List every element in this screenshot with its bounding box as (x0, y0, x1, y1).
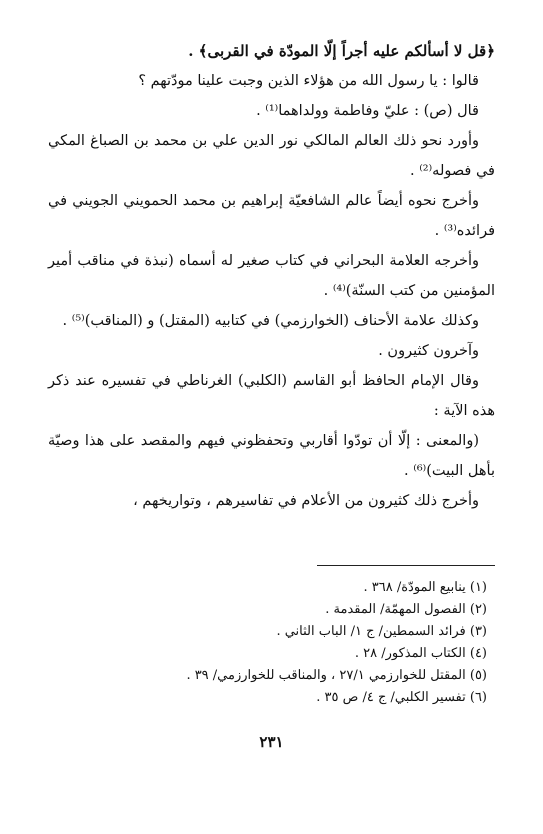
paragraph-kalbi: وقال الإمام الحافظ أبو القاسم (الكلبي) الغرناطي في تفسيره عند ذكر هذه الآية : (48, 373, 495, 419)
paragraph-closing: وأخرج ذلك كثيرون من الأعلام في تفاسيرهم ، وتواريخهم ، (133, 493, 479, 509)
paragraph-khwarazmi: وكذلك علامة الأحناف (الخوارزمي) في كتابيه (المقتل) و (المناقب)⁽⁵⁾ . (62, 313, 479, 329)
footnote-5: (٥) المقتل للخوارزمي ٢٧/١ ، والمناقب للخوارزمي/ ٣٩ . (186, 668, 487, 683)
footnote-1: (١) ينابيع المودّة/ ٣٦٨ . (363, 580, 487, 595)
paragraph-question: قالوا : يا رسول الله من هؤلاء الذين وجبت علينا مودّتهم ؟ (138, 73, 479, 89)
paragraph-maliki: وأورد نحو ذلك العالم المالكي نور الدين علي بن محمد بن الصباغ المكي في فصوله⁽²⁾ . (48, 133, 495, 179)
footnote-3: (٣) فرائد السمطين/ ج ١/ الباب الثاني . (276, 624, 487, 639)
footnote-6: (٦) تفسير الكلبي/ ج ٤/ ص ٣٥ . (316, 690, 487, 705)
footnotes (60, 577, 487, 709)
paragraph-quote: (والمعنى : إلّا أن تودّوا أقاربي وتحفظوني فيهم والمقصد على هذا وصيّة بأهل البيت)⁽⁶⁾ . (48, 433, 495, 479)
main-text (48, 36, 495, 516)
quran-verse-heading: ﴿قل لا أسألكم عليه أجراً إلّا المودّة في القربى﴾ . (188, 42, 495, 60)
footnote-2: (٢) الفصول المهمّة/ المقدمة . (325, 602, 487, 617)
footnote-separator (317, 565, 495, 566)
paragraph-answer: قال (ص) : عليّ وفاطمة وولداهما⁽¹⁾ . (256, 103, 479, 119)
paragraph-others: وآخرون كثيرون . (378, 343, 479, 359)
footnote-4: (٤) الكتاب المذكور/ ٢٨ . (354, 646, 487, 661)
paragraph-bahrani: وأخرجه العلامة البحراني في كتاب صغير له أسماه (نبذة في مناقب أمير المؤمنين من كتب السنّة)⁽⁴⁾ . (48, 253, 495, 299)
page-number: ٢٣١ (259, 733, 284, 751)
paragraph-shafii: وأخرج نحوه أيضاً عالم الشافعيّة إبراهيم بن محمد الحمويني الجويني في فرائده⁽³⁾ . (48, 193, 495, 239)
